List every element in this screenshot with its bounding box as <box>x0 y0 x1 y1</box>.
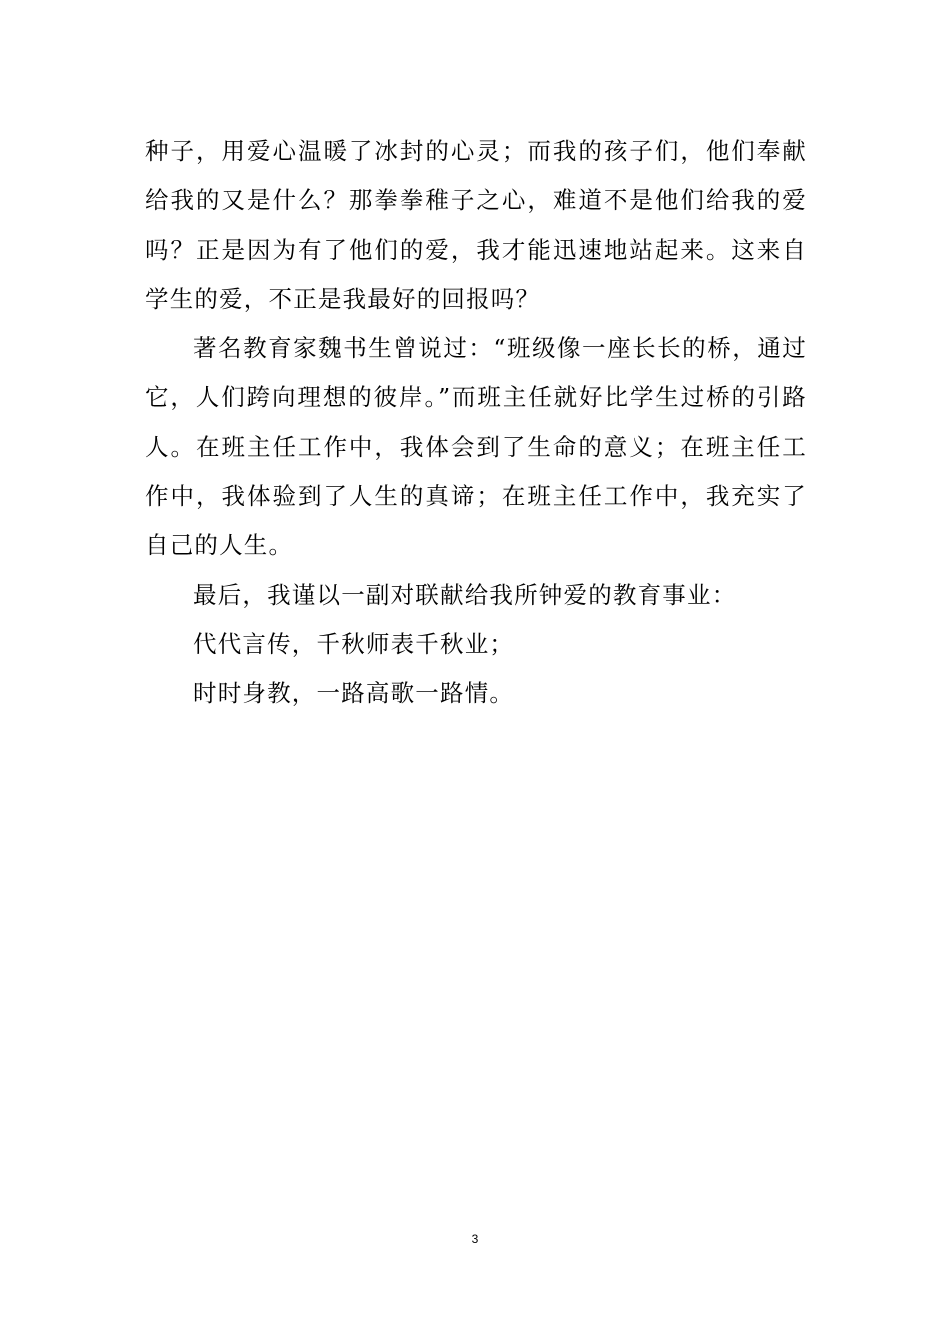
paragraph-quote: 著名教育家魏书生曾说过：“班级像一座长长的桥，通过它，人们跨向理想的彼岸。”而班主任就好比学生过桥的引路人。在班主任工作中，我体会到了生命的意义；在班主任工作中，我体验到了人生的真谛；在班主任工作中，我充实了自己的人生。 <box>145 334 807 560</box>
couplet-line-2: 时时身教，一路高歌一路情。 <box>193 679 515 708</box>
paragraph-closing: 最后，我谨以一副对联献给我所钟爱的教育事业： <box>193 580 737 609</box>
couplet-line-1: 代代言传，千秋师表千秋业； <box>193 629 515 658</box>
page-number: 3 <box>471 1232 479 1246</box>
paragraph-continuation: 种子，用爱心温暖了冰封的心灵；而我的孩子们，他们奉献给我的又是什么？那拳拳稚子之心，难道不是他们给我的爱吗？正是因为有了他们的爱，我才能迅速地站起来。这来自学生的爱，不正是我最好的回报吗？ <box>145 137 807 313</box>
body-text <box>145 127 807 719</box>
